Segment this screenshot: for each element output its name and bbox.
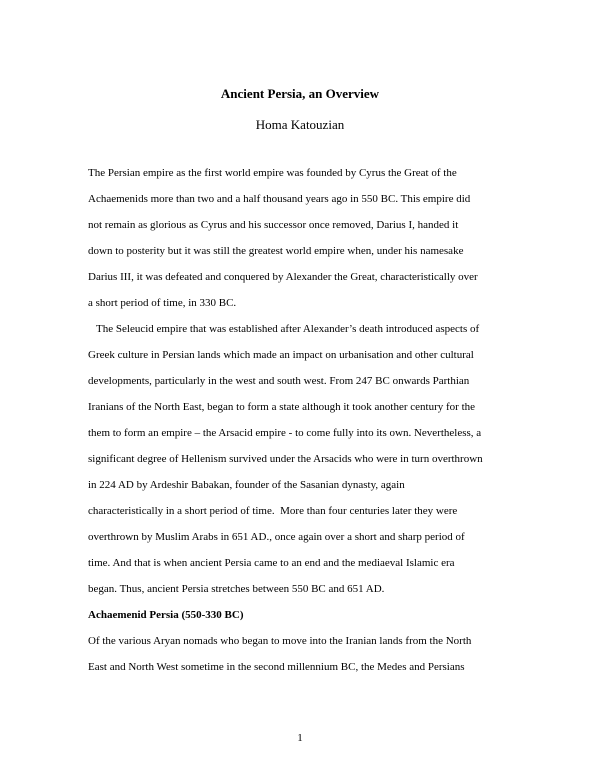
paragraph-2-line-9: overthrown by Muslim Arabs in 651 AD., once again over a short and sharp period of (88, 531, 465, 543)
paragraph-2-line-2: Greek culture in Persian lands which made an impact on urbanisation and other cultural (88, 349, 474, 361)
paragraph-2-line-3: developments, particularly in the west and south west. From 247 BC onwards Parthian (88, 375, 470, 387)
paragraph-2-line-11: began. Thus, ancient Persia stretches between 550 BC and 651 AD. (88, 583, 385, 595)
paragraph-2-line-5: them to form an empire – the Arsacid empire - to come fully into its own. Nevertheless, a (88, 427, 482, 439)
paragraph-1-line-2: Achaemenids more than two and a half thousand years ago in 550 BC. This empire did (88, 193, 471, 205)
paragraph-2-line-4: Iranians of the North East, began to form a state although it took another century for the (88, 401, 476, 413)
paragraph-1-line-6: a short period of time, in 330 BC. (88, 297, 237, 309)
paragraph-1-line-5: Darius III, it was defeated and conquered by Alexander the Great, characteristically over (88, 271, 478, 283)
paragraph-1-line-3: not remain as glorious as Cyrus and his successor once removed, Darius I, handed it (88, 219, 459, 231)
paragraph-2-line-10: time. And that is when ancient Persia came to an end and the mediaeval Islamic era (88, 557, 455, 569)
paragraph-1-line-1: The Persian empire as the first world empire was founded by Cyrus the Great of the (88, 167, 457, 179)
paragraph-2-line-1: The Seleucid empire that was established after Alexander’s death introduced aspects of (88, 323, 480, 335)
document-title: Ancient Persia, an Overview (220, 86, 380, 101)
paragraph-3-line-2: East and North West sometime in the second millennium BC, the Medes and Persians (88, 661, 465, 673)
document-author: Homa Katouzian (255, 117, 345, 132)
paragraph-3-line-1: Of the various Aryan nomads who began to move into the Iranian lands from the North (88, 635, 472, 647)
paragraph-2-line-7: in 224 AD by Ardeshir Babakan, founder of the Sasanian dynasty, again (88, 479, 405, 491)
paragraph-2-line-6: significant degree of Hellenism survived under the Arsacids who were in turn overthrown (88, 453, 483, 465)
page-number: 1 (297, 732, 303, 744)
paragraph-1-line-4: down to posterity but it was still the greatest world empire when, under his namesake (88, 245, 464, 257)
paragraph-2-line-8: characteristically in a short period of time. More than four centuries later they were (88, 505, 458, 517)
section-heading: Achaemenid Persia (550-330 BC) (88, 609, 244, 621)
